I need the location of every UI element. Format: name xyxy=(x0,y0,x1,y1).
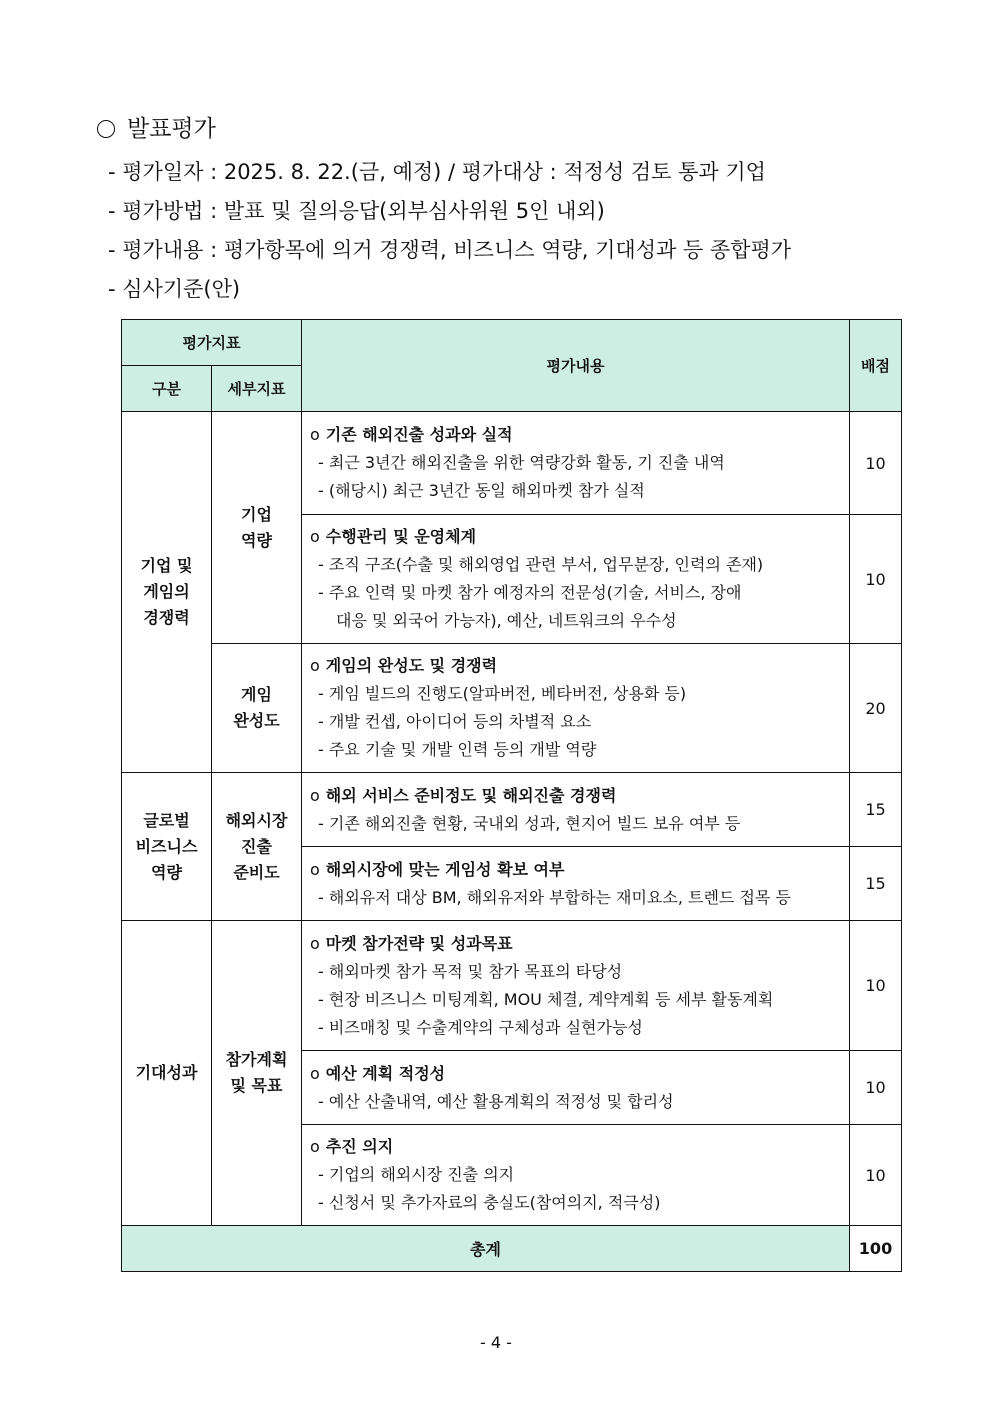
item-line: - 기존 해외진출 현황, 국내외 성과, 현지어 빌드 보유 여부 등 xyxy=(318,813,741,833)
item-line: - 현장 비즈니스 미팅계획, MOU 체결, 계약계획 등 세부 활동계획 xyxy=(318,989,774,1009)
category-line: 비즈니스 xyxy=(135,836,198,856)
item-line: - 최근 3년간 해외진출을 위한 역량강화 활동, 기 진출 내역 xyxy=(318,453,725,472)
table-row xyxy=(122,773,902,847)
sub-indicator-cell xyxy=(212,644,302,773)
score-cell: 10 xyxy=(850,921,902,1051)
content-cell xyxy=(302,515,850,644)
score-cell: 10 xyxy=(850,412,902,515)
sub-indicator-line: 완성도 xyxy=(233,711,280,730)
content-cell xyxy=(302,1051,850,1125)
category-cell xyxy=(122,412,212,773)
category-line: 기업 및 xyxy=(140,556,193,575)
total-score: 100 xyxy=(850,1226,902,1272)
category-line: 글로벌 xyxy=(143,810,190,830)
header-score: 배점 xyxy=(850,320,902,412)
table-row xyxy=(122,644,902,773)
section-heading xyxy=(97,114,216,144)
item-title: o 예산 계획 적정성 xyxy=(310,1063,446,1083)
sub-indicator-line: 게임 xyxy=(241,685,272,704)
circle-bullet-icon xyxy=(97,120,115,138)
content-cell xyxy=(302,773,850,847)
item-line: - 예산 산출내역, 예산 활용계획의 적정성 및 합리성 xyxy=(318,1091,674,1111)
item-title: o 기존 해외진출 성과와 실적 xyxy=(310,425,513,444)
item-line: - 개발 컨셉, 아이디어 등의 차별적 요소 xyxy=(318,712,592,731)
bullet-list xyxy=(108,153,908,309)
item-line: - 신청서 및 추가자료의 충실도(참여의지, 적극성) xyxy=(318,1193,661,1212)
sub-indicator-cell xyxy=(212,921,302,1226)
header-content: 평가내용 xyxy=(302,320,850,412)
sub-indicator-line: 및 목표 xyxy=(230,1076,283,1095)
total-label: 총계 xyxy=(122,1226,850,1272)
content-cell xyxy=(302,644,850,773)
bullet-item: - 심사기준(안) xyxy=(108,270,908,309)
category-cell xyxy=(122,921,212,1226)
score-cell: 10 xyxy=(850,515,902,644)
category-line: 경쟁력 xyxy=(143,608,190,627)
sub-indicator-line: 기업 xyxy=(241,504,272,524)
sub-indicator-line: 참가계획 xyxy=(225,1050,288,1069)
item-title: o 해외시장에 맞는 게임성 확보 여부 xyxy=(310,859,565,879)
bullet-item: - 평가내용 : 평가항목에 의거 경쟁력, 비즈니스 역량, 기대성과 등 종합평가 xyxy=(108,231,908,270)
category-line: 기대성과 xyxy=(135,1063,198,1082)
score-cell: 10 xyxy=(850,1051,902,1125)
content-cell xyxy=(302,412,850,515)
section-title: 발표평가 xyxy=(127,116,216,142)
score-cell: 20 xyxy=(850,644,902,773)
content-cell xyxy=(302,921,850,1051)
item-title: o 추진 의지 xyxy=(310,1137,394,1156)
score-cell: 15 xyxy=(850,847,902,921)
sub-indicator-line: 역량 xyxy=(241,530,272,550)
bullet-item: - 평가방법 : 발표 및 질의응답(외부심사위원 5인 내외) xyxy=(108,192,908,231)
category-cell xyxy=(122,773,212,921)
item-line: - 주요 인력 및 마켓 참가 예정자의 전문성(기술, 서비스, 장애 xyxy=(318,583,742,602)
content-cell xyxy=(302,1125,850,1226)
bullet-item: - 평가일자 : 2025. 8. 22.(금, 예정) / 평가대상 : 적정성 검토 통과 기업 xyxy=(108,153,908,192)
item-title: o 수행관리 및 운영체계 xyxy=(310,527,477,546)
item-line: - (해당시) 최근 3년간 동일 해외마켓 참가 실적 xyxy=(318,481,645,500)
evaluation-criteria-table xyxy=(121,319,902,1272)
item-title: o 해외 서비스 준비정도 및 해외진출 경쟁력 xyxy=(310,785,617,805)
table-row xyxy=(122,412,902,515)
item-title: o 게임의 완성도 및 경쟁력 xyxy=(310,656,498,675)
item-line: - 주요 기술 및 개발 인력 등의 개발 역량 xyxy=(318,740,597,759)
item-line: - 해외마켓 참가 목적 및 참가 목표의 타당성 xyxy=(318,961,623,981)
category-line: 게임의 xyxy=(143,582,190,601)
sub-indicator-line: 진출 xyxy=(241,836,272,856)
content-cell xyxy=(302,847,850,921)
table-row xyxy=(122,921,902,1051)
header-category: 구분 xyxy=(122,366,212,412)
page-number: - 4 - xyxy=(480,1333,512,1352)
score-cell: 10 xyxy=(850,1125,902,1226)
item-line: - 해외유저 대상 BM, 해외유저와 부합하는 재미요소, 트렌드 접목 등 xyxy=(318,887,791,907)
sub-indicator-cell xyxy=(212,412,302,644)
category-line: 역량 xyxy=(151,862,182,882)
header-sub-indicator: 세부지표 xyxy=(212,366,302,412)
item-line: - 조직 구조(수출 및 해외영업 관련 부서, 업무분장, 인력의 존재) xyxy=(318,555,764,574)
item-line: - 비즈매칭 및 수출계약의 구체성과 실현가능성 xyxy=(318,1017,643,1037)
sub-indicator-line: 해외시장 xyxy=(225,810,288,830)
header-indicator: 평가지표 xyxy=(122,320,302,366)
item-line: 대응 및 외국어 가능자), 예산, 네트워크의 우수성 xyxy=(336,611,677,630)
sub-indicator-cell xyxy=(212,773,302,921)
item-line: - 기업의 해외시장 진출 의지 xyxy=(318,1165,515,1184)
sub-indicator-line: 준비도 xyxy=(233,862,280,882)
total-row xyxy=(122,1226,902,1272)
score-cell: 15 xyxy=(850,773,902,847)
item-title: o 마켓 참가전략 및 성과목표 xyxy=(310,933,513,953)
item-line: - 게임 빌드의 진행도(알파버전, 베타버전, 상용화 등) xyxy=(318,684,687,703)
